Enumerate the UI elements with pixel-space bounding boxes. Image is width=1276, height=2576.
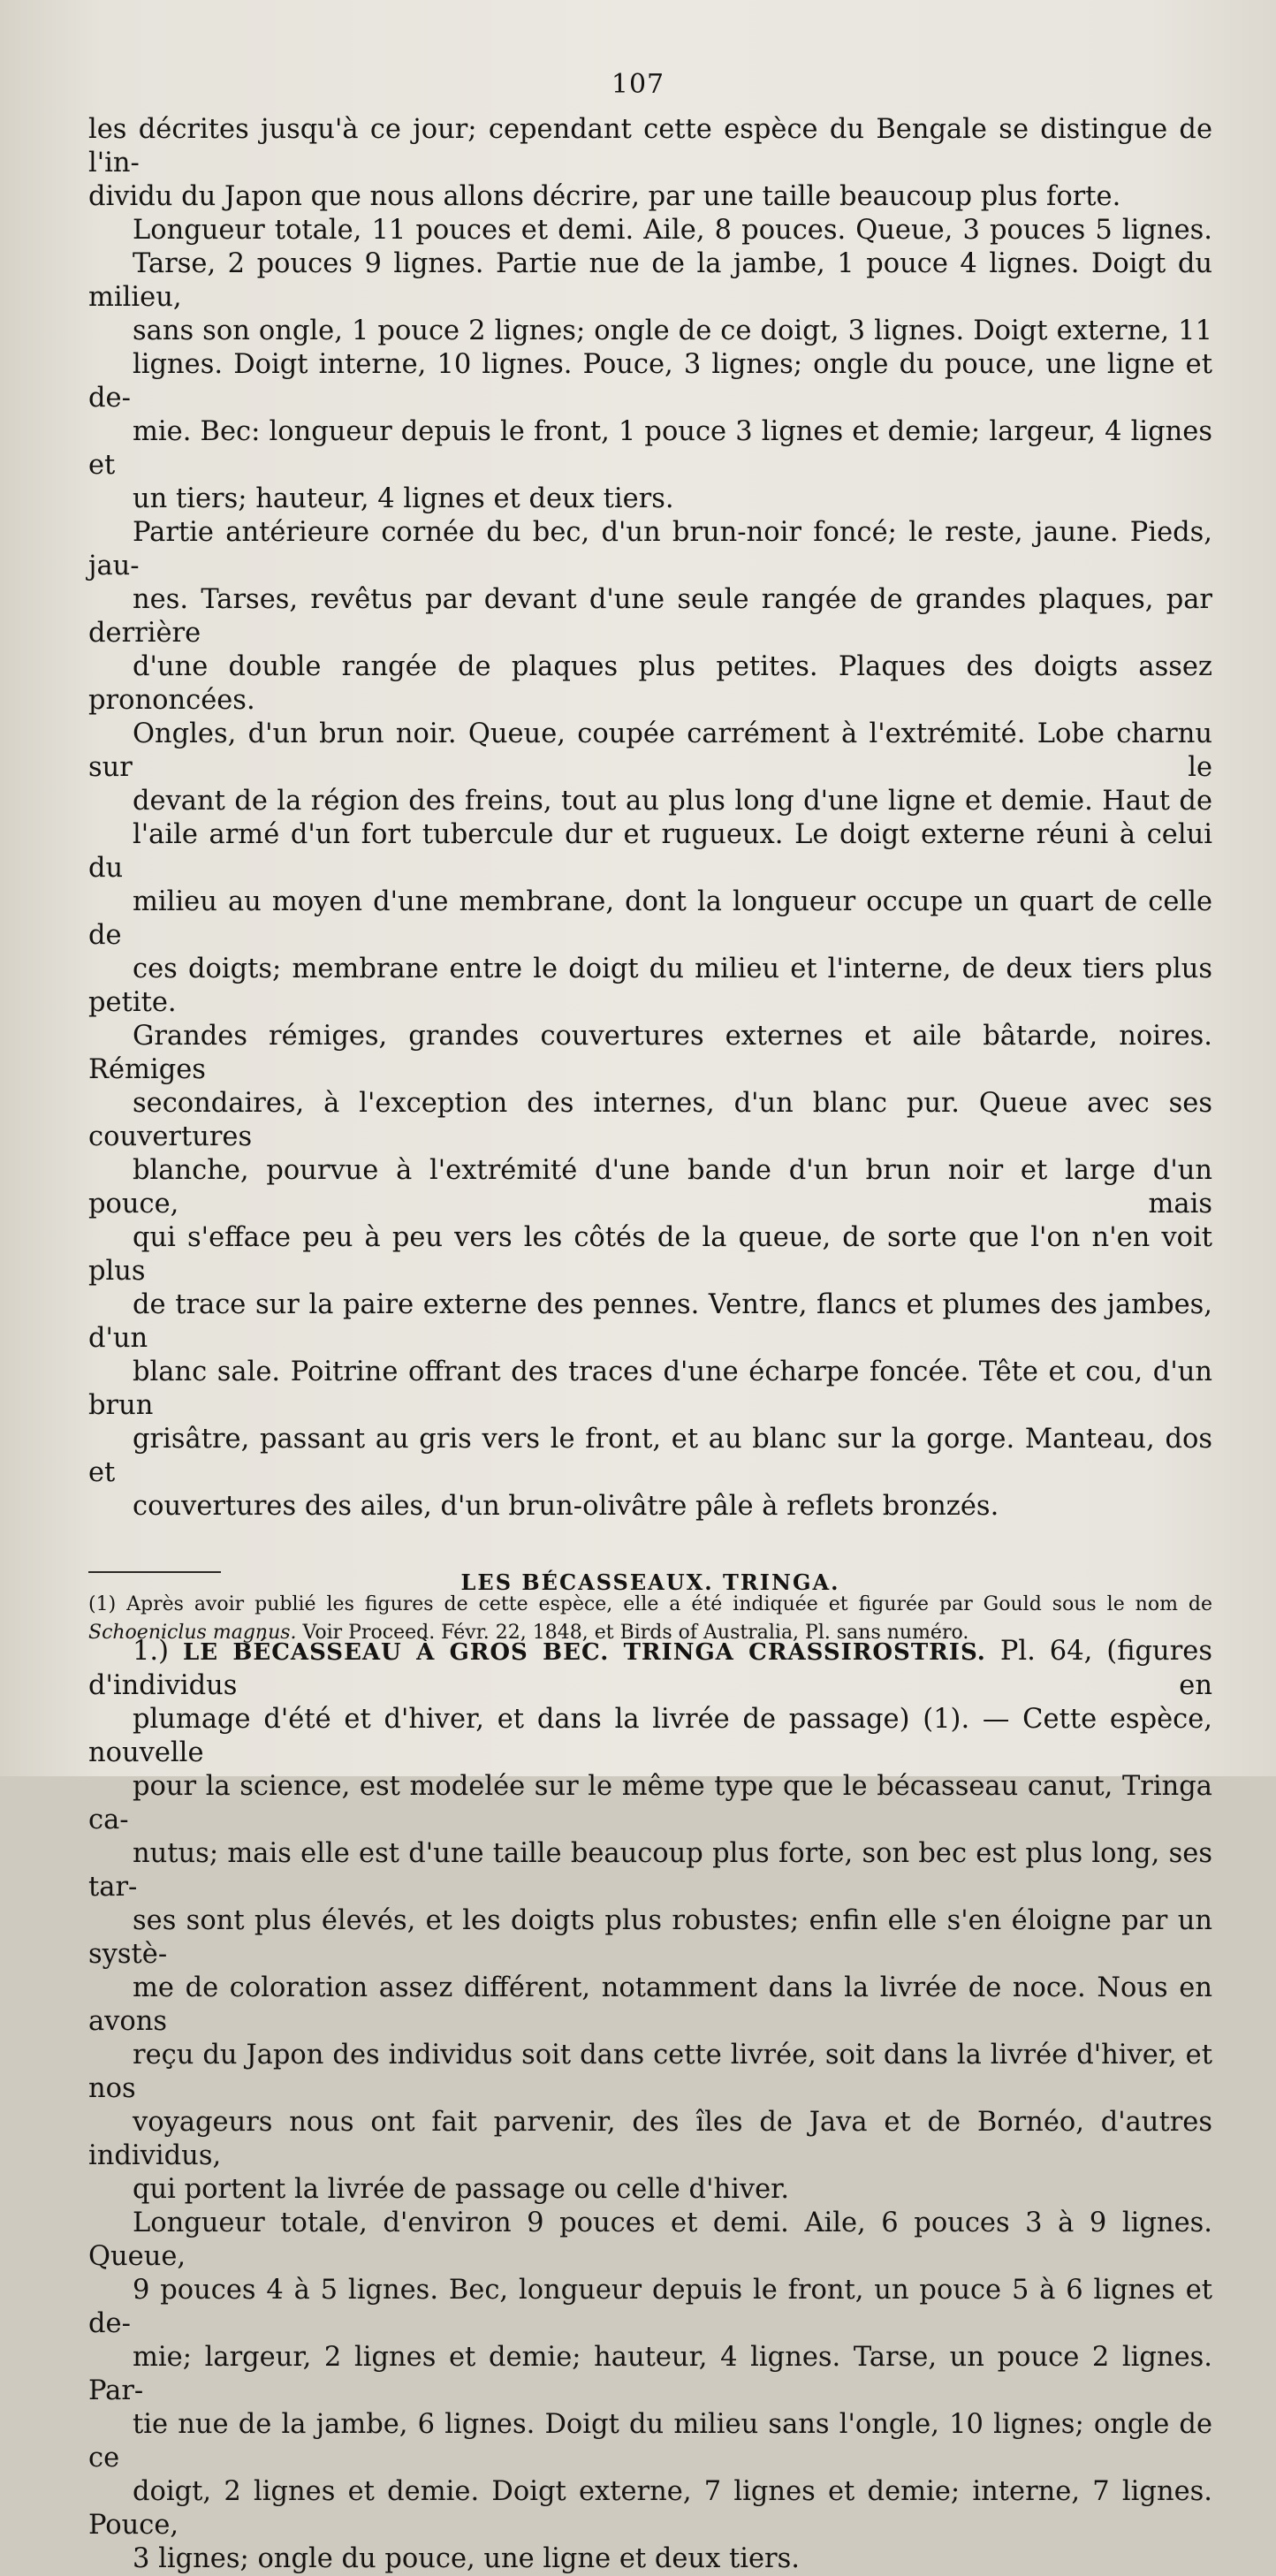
text-line: plumage d'été et d'hiver, et dans la livrée de passage) (1). — Cette espèce, nouvelle: [88, 1704, 1212, 1768]
text-line: devant de la région des freins, tout au plus long d'une ligne et demie. Haut de: [133, 786, 1212, 817]
paragraph-species-measurements: [88, 2207, 1212, 2576]
text-line: 3 lignes; ongle du pouce, une ligne et deux tiers.: [133, 2543, 800, 2574]
text-line: secondaires, à l'exception des internes, d'un blanc pur. Queue avec ses couvertures: [88, 1088, 1212, 1152]
text-line: doigt, 2 lignes et demie. Doigt externe, 7 lignes et demie; interne, 7 lignes. Pouce,: [88, 2476, 1212, 2541]
text-line: Longueur totale, d'environ 9 pouces et demi. Aile, 6 pouces 3 à 9 lignes. Queue,: [88, 2207, 1212, 2272]
text-line: les décrites jusqu'à ce jour; cependant cette espèce du Bengale se distingue de l'in-: [88, 114, 1212, 179]
text-line: reçu du Japon des individus soit dans cette livrée, soit dans la livrée d'hiver, et nos: [88, 2040, 1212, 2104]
species-number: 1.): [133, 1636, 169, 1667]
footnote-species-name: Schoeniclus magnus.: [88, 1622, 297, 1644]
paragraph-measurements: [88, 214, 1212, 516]
text-line: me de coloration assez différent, notamment dans la livrée de noce. Nous en avons: [88, 1972, 1212, 2037]
text-line: nes. Tarses, revêtus par devant d'une seule rangée de grandes plaques, par derrière: [88, 584, 1212, 649]
footnote-divider: [88, 1571, 221, 1573]
page-number: 107: [611, 69, 665, 100]
paragraph-continuation: [88, 113, 1212, 214]
text-line: qui portent la livrée de passage ou celle d'hiver.: [133, 2174, 790, 2205]
footnote-line: [88, 1619, 1212, 1647]
section-heading: LES BÉCASSEAUX. TRINGA.: [460, 1569, 840, 1595]
species-name: LE BÉCASSEAU À GROS BEC. TRINGA CRASSIROSTRIS.: [182, 1639, 986, 1666]
text-line: de trace sur la paire externe des pennes. Ventre, flancs et plumes des jambes, d'un: [88, 1289, 1212, 1354]
text-line: blanche, pourvue à l'extrémité d'une bande d'un brun noir et large d'un pouce, mais: [88, 1155, 1212, 1220]
paragraph-plumage: [88, 1020, 1212, 1524]
main-text: [88, 113, 1212, 2576]
species-plate-ref: Pl. 64, (figures d'individus en: [88, 1636, 1212, 1701]
text-line: qui s'efface peu à peu vers les côtés de la queue, de sorte que l'on n'en voit plus: [88, 1222, 1212, 1287]
text-line: lignes. Doigt interne, 10 lignes. Pouce, 3 lignes; ongle du pouce, une ligne et de-: [88, 349, 1212, 414]
text-line: un tiers; hauteur, 4 lignes et deux tiers.: [133, 483, 674, 514]
paragraph-bill-feet: [88, 516, 1212, 1020]
text-line: grisâtre, passant au gris vers le front, et au blanc sur la gorge. Manteau, dos et: [88, 1424, 1212, 1488]
text-line: mie. Bec: longueur depuis le front, 1 pouce 3 lignes et demie; largeur, 4 lignes et: [88, 416, 1212, 481]
text-line: Partie antérieure cornée du bec, d'un brun-noir foncé; le reste, jaune. Pieds, jau-: [88, 517, 1212, 581]
text-line: Ongles, d'un brun noir. Queue, coupée carrément à l'extrémité. Lobe charnu sur le: [88, 718, 1212, 783]
text-line: sans son ongle, 1 pouce 2 lignes; ongle de ce doigt, 3 lignes. Doigt externe, 11: [133, 315, 1212, 346]
text-line: Longueur totale, 11 pouces et demi. Aile, 8 pouces. Queue, 3 pouces 5 lignes.: [133, 215, 1212, 246]
text-line: d'une double rangée de plaques plus petites. Plaques des doigts assez prononcées.: [88, 651, 1212, 716]
text-line: 9 pouces 4 à 5 lignes. Bec, longueur depuis le front, un pouce 5 à 6 lignes et de-: [88, 2275, 1212, 2339]
text-line: l'aile armé d'un fort tubercule dur et rugueux. Le doigt externe réuni à celui du: [88, 819, 1212, 884]
text-line: tie nue de la jambe, 6 lignes. Doigt du milieu sans l'ongle, 10 lignes; ongle de ce: [88, 2409, 1212, 2473]
text-line: pour la science, est modelée sur le même type que le bécasseau canut, Tringa ca-: [88, 1771, 1212, 1835]
text-line: nutus; mais elle est d'une taille beaucoup plus forte, son bec est plus long, ses tar-: [88, 1838, 1212, 1903]
text-line: milieu au moyen d'une membrane, dont la longueur occupe un quart de celle de: [88, 886, 1212, 951]
text-line: voyageurs nous ont fait parvenir, des îles de Java et de Bornéo, d'autres individus,: [88, 2107, 1212, 2171]
text-line: dividu du Japon que nous allons décrire, par une taille beaucoup plus forte.: [88, 181, 1121, 212]
text-line: Grandes rémiges, grandes couvertures externes et aile bâtarde, noires. Rémiges: [88, 1021, 1212, 1085]
text-line: blanc sale. Poitrine offrant des traces d'une écharpe foncée. Tête et cou, d'un brun: [88, 1356, 1212, 1421]
footnote: [88, 1591, 1212, 1647]
paragraph-species-intro: [88, 1635, 1212, 2207]
text-line: Tarse, 2 pouces 9 lignes. Partie nue de la jambe, 1 pouce 4 lignes. Doigt du milieu,: [88, 248, 1212, 313]
footnote-reference: Voir Proceed. Févr. 22, 1848, et Birds of Australia, Pl. sans numéro.: [296, 1622, 969, 1644]
text-line: ces doigts; membrane entre le doigt du milieu et l'interne, de deux tiers plus petite.: [88, 954, 1212, 1018]
text-line: ses sont plus élevés, et les doigts plus robustes; enfin elle s'en éloigne par un systè-: [88, 1905, 1212, 1970]
text-line: couvertures des ailes, d'un brun-olivâtre pâle à reflets bronzés.: [133, 1491, 999, 1522]
text-line: mie; largeur, 2 lignes et demie; hauteur, 4 lignes. Tarse, un pouce 2 lignes. Par-: [88, 2342, 1212, 2406]
footnote-line: (1) Après avoir publié les figures de cette espèce, elle a été indiquée et figurée par Gould sous le nom de: [88, 1593, 1212, 1615]
